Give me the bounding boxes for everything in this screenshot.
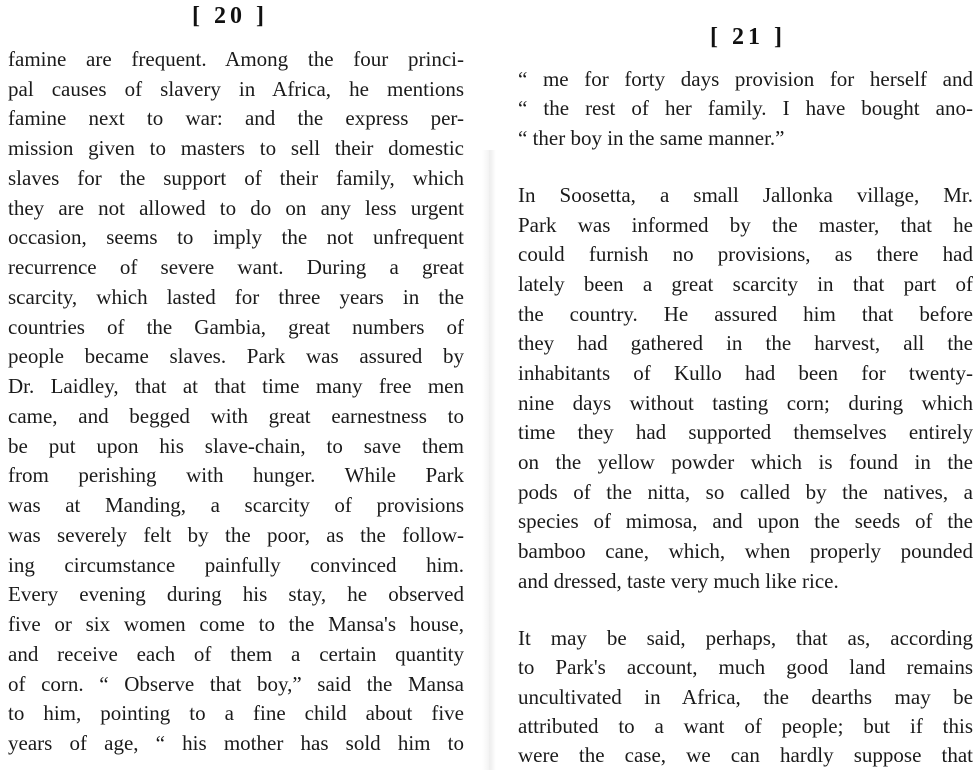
text-line: the country. He assured him that before bbox=[518, 302, 973, 326]
text-line: be put upon his slave-chain, to save them bbox=[8, 434, 464, 458]
text-line: pal causes of slavery in Africa, he mentions bbox=[8, 77, 464, 101]
text-line: mission given to masters to sell their domestic bbox=[8, 136, 464, 160]
text-line: they had gathered in the harvest, all the bbox=[518, 331, 973, 355]
page-number-left: [ 20 ] bbox=[192, 3, 268, 29]
text-line: came, and begged with great earnestness to bbox=[8, 404, 464, 428]
text-line: five or six women come to the Mansa's house, bbox=[8, 612, 464, 636]
text-line: “ the rest of her family. I have bought ano- bbox=[518, 96, 973, 120]
text-line: from perishing with hunger. While Park bbox=[8, 463, 464, 487]
text-line: on the yellow powder which is found in the bbox=[518, 450, 973, 474]
text-line: It may be said, perhaps, that as, according bbox=[518, 626, 973, 650]
page-number-right: [ 21 ] bbox=[710, 24, 786, 50]
text-line: people became slaves. Park was assured by bbox=[8, 344, 464, 368]
text-line: In Soosetta, a small Jallonka village, Mr. bbox=[518, 183, 973, 207]
text-line: ing circumstance painfully convinced him. bbox=[8, 553, 464, 577]
left-page bbox=[0, 0, 478, 776]
right-page bbox=[500, 0, 980, 776]
text-line: famine next to war: and the express per- bbox=[8, 106, 464, 130]
text-line: was at Manding, a scarcity of provisions bbox=[8, 493, 464, 517]
text-line: of corn. “ Observe that boy,” said the Mansa bbox=[8, 672, 464, 696]
text-line: “ me for forty days provision for herself and bbox=[518, 67, 973, 91]
text-line: famine are frequent. Among the four princi- bbox=[8, 47, 464, 71]
text-line: slaves for the support of their family, which bbox=[8, 166, 464, 190]
text-line: countries of the Gambia, great numbers of bbox=[8, 315, 464, 339]
text-line: to him, pointing to a fine child about five bbox=[8, 701, 464, 725]
text-line: and dressed, taste very much like rice. bbox=[518, 569, 839, 593]
text-line: Park was informed by the master, that he bbox=[518, 213, 973, 237]
text-line: and receive each of them a certain quantity bbox=[8, 642, 464, 666]
text-line: to Park's account, much good land remains bbox=[518, 655, 973, 679]
text-line: nine days without tasting corn; during which bbox=[518, 391, 973, 415]
text-line: species of mimosa, and upon the seeds of the bbox=[518, 509, 973, 533]
text-line: uncultivated in Africa, the dearths may be bbox=[518, 685, 973, 709]
text-line: could furnish no provisions, as there had bbox=[518, 242, 973, 266]
text-line: they are not allowed to do on any less urgent bbox=[8, 196, 464, 220]
text-line: years of age, “ his mother has sold him to bbox=[8, 731, 464, 755]
text-line: was severely felt by the poor, as the follow- bbox=[8, 523, 464, 547]
text-line: scarcity, which lasted for three years in the bbox=[8, 285, 464, 309]
text-line: bamboo cane, which, when properly pounded bbox=[518, 539, 973, 563]
text-line: attributed to a want of people; but if this bbox=[518, 714, 973, 738]
text-line: inhabitants of Kullo had been for twenty- bbox=[518, 361, 973, 385]
page-gutter bbox=[482, 150, 496, 770]
text-line: time they had supported themselves entirely bbox=[518, 420, 973, 444]
text-line: “ ther boy in the same manner.” bbox=[518, 126, 785, 150]
text-line: recurrence of severe want. During a great bbox=[8, 255, 464, 279]
text-line: occasion, seems to imply the not unfrequent bbox=[8, 225, 464, 249]
text-line: were the case, we can hardly suppose that bbox=[518, 743, 973, 767]
text-line: pods of the nitta, so called by the natives, a bbox=[518, 480, 973, 504]
text-line: Dr. Laidley, that at that time many free men bbox=[8, 374, 464, 398]
text-line: Every evening during his stay, he observed bbox=[8, 582, 464, 606]
text-line: lately been a great scarcity in that part of bbox=[518, 272, 973, 296]
